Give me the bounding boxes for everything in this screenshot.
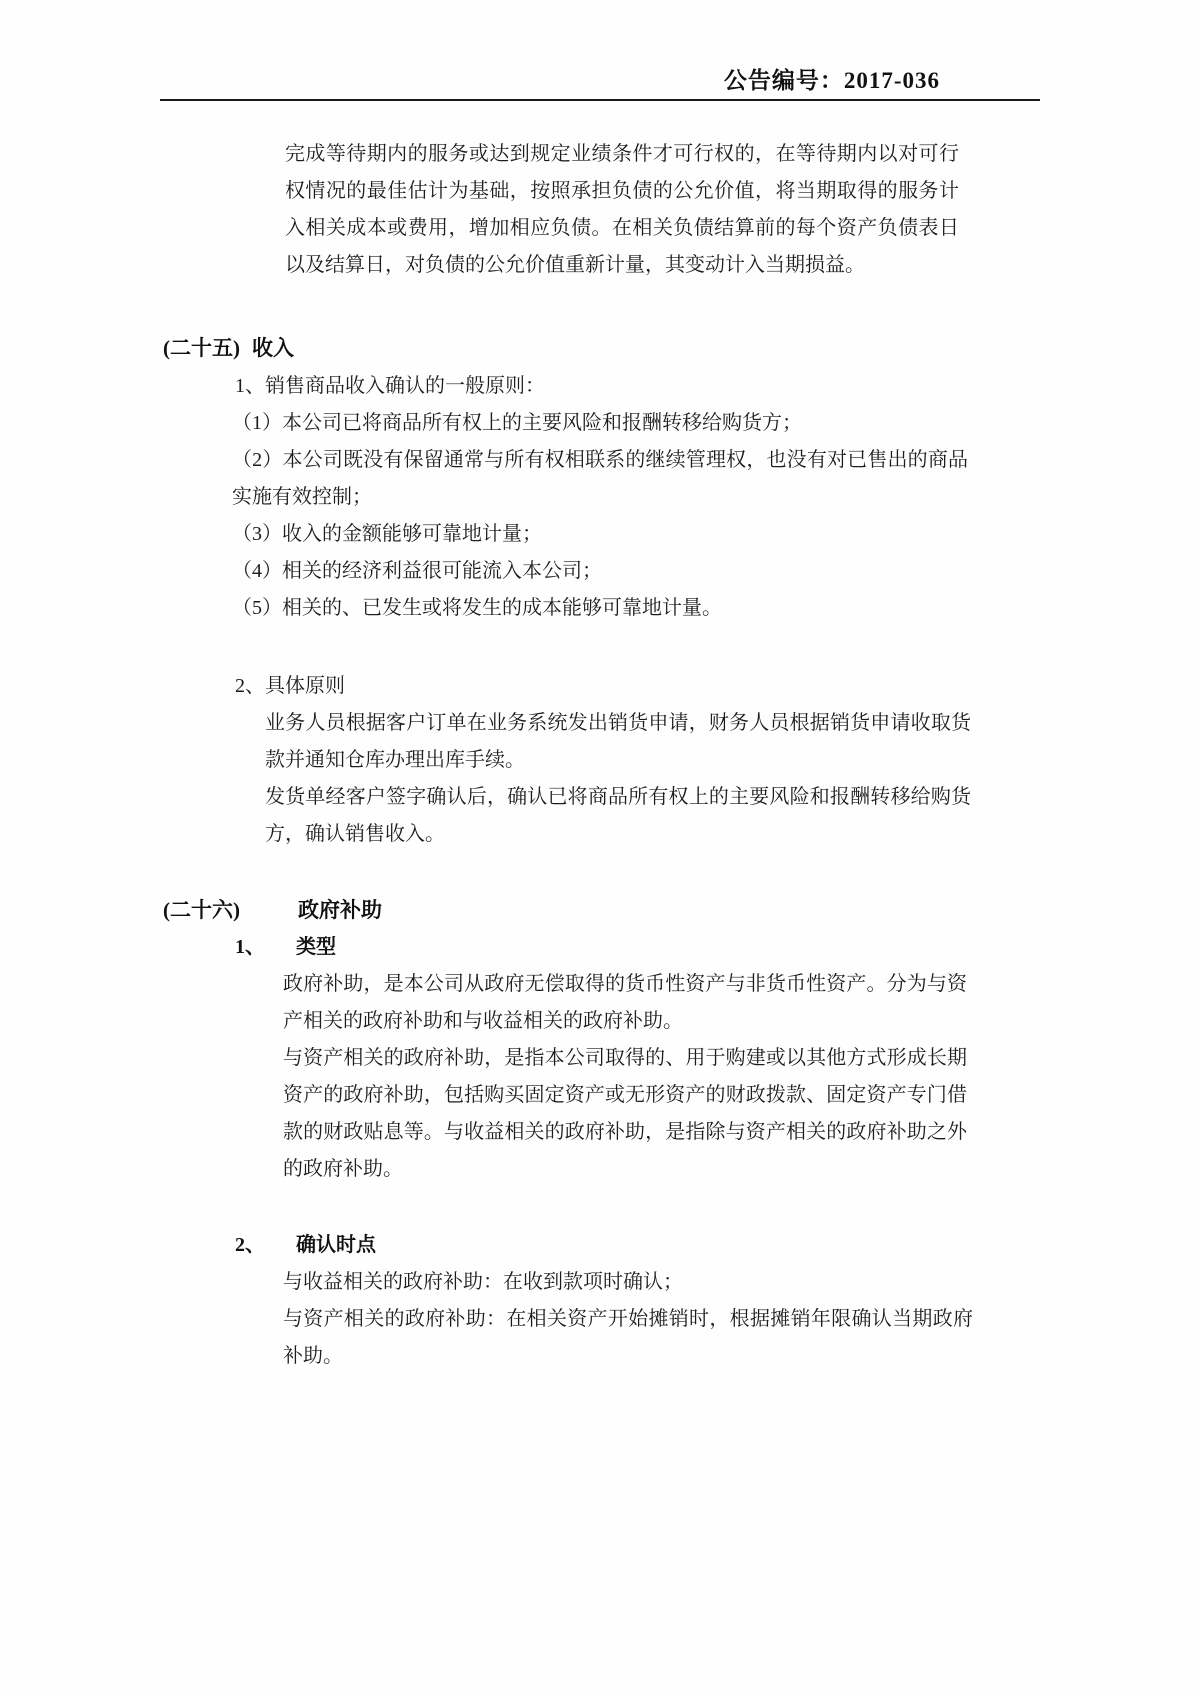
section-25-heading	[163, 330, 294, 367]
section-26-title: 政府补助	[298, 898, 382, 922]
principle-point-2: （2）本公司既没有保留通常与所有权相联系的继续管理权，也没有对已售出的商品实施有效控制；	[232, 449, 968, 508]
type-paragraph-1: 政府补助，是本公司从政府无偿取得的货币性资产与非货币性资产。分为与资产相关的政府补助和与收益相关的政府补助。	[283, 973, 967, 1032]
section-26-number: (二十六)	[163, 898, 240, 922]
section-25-number: (二十五)	[163, 336, 240, 360]
specific-principles-body	[265, 705, 971, 853]
recognition-heading-title: 确认时点	[296, 1234, 376, 1256]
type-heading-title: 类型	[296, 936, 336, 958]
recognition-body	[283, 1264, 973, 1375]
principle-point-3: （3）收入的金额能够可靠地计量；	[232, 523, 542, 545]
recognition-heading	[235, 1227, 376, 1264]
announcement-number: 公告编号：2017-036	[723, 68, 940, 93]
type-heading-number: 1、	[235, 936, 265, 958]
type-heading	[235, 929, 336, 966]
general-principles-list	[232, 405, 968, 627]
specific-principles-paragraph-1: 业务人员根据客户订单在业务系统发出销货申请，财务人员根据销货申请收取货款并通知仓库办理出库手续。	[265, 712, 971, 771]
section-25-title: 收入	[252, 336, 294, 360]
principle-point-1: （1）本公司已将商品所有权上的主要风险和报酬转移给购货方；	[232, 412, 802, 434]
specific-principles-paragraph-2: 发货单经客户签字确认后，确认已将商品所有权上的主要风险和报酬转移给购货方，确认销售收入。	[265, 786, 971, 845]
principle-point-4: （4）相关的经济利益很可能流入本公司；	[232, 560, 602, 582]
general-principles-heading: 1、销售商品收入确认的一般原则：	[235, 375, 545, 397]
header-divider	[160, 99, 1040, 101]
principle-point-5: （5）相关的、已发生或将发生的成本能够可靠地计量。	[232, 597, 722, 619]
type-body	[283, 966, 967, 1188]
recognition-paragraph-1: 与收益相关的政府补助：在收到款项时确认；	[283, 1271, 683, 1293]
specific-principles-heading: 2、具体原则	[235, 675, 345, 697]
type-paragraph-2: 与资产相关的政府补助，是指本公司取得的、用于购建或以其他方式形成长期资产的政府补助，包括购买固定资产或无形资产的财政拨款、固定资产专门借款的财政贴息等。与收益相关的政府补助，是指除与资产相关的政府补助之外的政府补助。	[283, 1047, 967, 1180]
recognition-paragraph-2: 与资产相关的政府补助：在相关资产开始摊销时，根据摊销年限确认当期政府补助。	[283, 1308, 973, 1367]
section-26-heading	[163, 892, 382, 929]
recognition-heading-number: 2、	[235, 1234, 265, 1256]
intro-paragraph: 完成等待期内的服务或达到规定业绩条件才可行权的，在等待期内以对可行权情况的最佳估计为基础，按照承担负债的公允价值，将当期取得的服务计入相关成本或费用，增加相应负债。在相关负债结算前的每个资产负债表日以及结算日，对负债的公允价值重新计量，其变动计入当期损益。	[285, 143, 959, 276]
